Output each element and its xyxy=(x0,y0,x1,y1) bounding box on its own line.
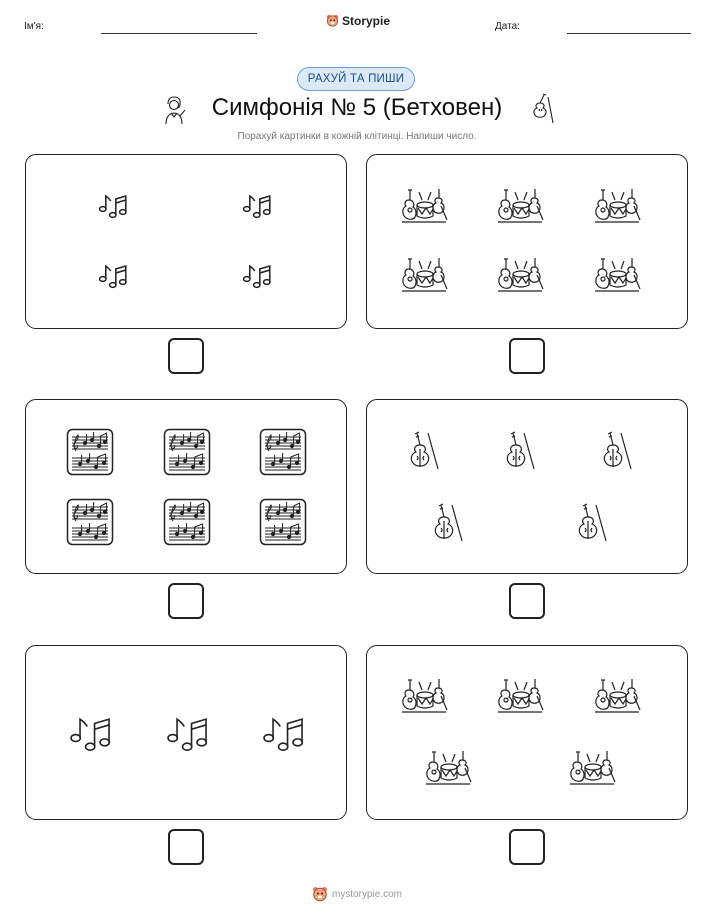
violin-title-icon xyxy=(528,93,556,127)
date-line[interactable] xyxy=(567,33,691,34)
footer xyxy=(0,886,714,903)
orchestra-instruments-icon xyxy=(593,676,641,716)
violin-icon xyxy=(431,501,465,545)
exercise-card-1 xyxy=(25,154,347,329)
music-notes-icon xyxy=(240,259,274,291)
date-label: Дата: xyxy=(495,21,520,32)
footer-url: mystorypie.com xyxy=(331,889,402,900)
music-notes-icon xyxy=(260,709,306,755)
exercise-card-4 xyxy=(366,399,688,574)
orchestra-instruments-icon xyxy=(593,255,641,295)
sheet-music-icon xyxy=(163,498,211,546)
bear-logo-icon xyxy=(326,14,339,28)
bear-footer-icon xyxy=(312,886,328,903)
answer-box-5[interactable] xyxy=(168,829,204,865)
composer-icon xyxy=(158,94,190,126)
orchestra-instruments-icon xyxy=(400,255,448,295)
sheet-music-icon xyxy=(66,428,114,476)
page-title: Симфонія № 5 (Бетховен) xyxy=(211,94,503,121)
exercise-card-2 xyxy=(366,154,688,329)
violin-icon xyxy=(503,429,537,473)
brand xyxy=(326,14,390,28)
orchestra-instruments-icon xyxy=(424,748,472,788)
orchestra-instruments-icon xyxy=(496,186,544,226)
sheet-music-icon xyxy=(66,498,114,546)
violin-icon xyxy=(407,429,441,473)
orchestra-instruments-icon xyxy=(568,748,616,788)
violin-icon xyxy=(600,429,634,473)
brand-name: Storypie xyxy=(342,14,391,28)
orchestra-instruments-icon xyxy=(593,186,641,226)
orchestra-instruments-icon xyxy=(496,255,544,295)
sheet-music-icon xyxy=(259,428,307,476)
exercise-card-3 xyxy=(25,399,347,574)
music-notes-icon xyxy=(67,709,113,755)
answer-box-1[interactable] xyxy=(168,338,204,374)
answer-box-4[interactable] xyxy=(509,583,545,619)
orchestra-instruments-icon xyxy=(400,676,448,716)
activity-badge: РАХУЙ ТА ПИШИ xyxy=(297,67,415,91)
music-notes-icon xyxy=(164,709,210,755)
answer-box-2[interactable] xyxy=(509,338,545,374)
music-notes-icon xyxy=(240,189,274,221)
music-notes-icon xyxy=(96,189,130,221)
violin-icon xyxy=(575,501,609,545)
name-line[interactable] xyxy=(101,33,257,34)
answer-box-6[interactable] xyxy=(509,829,545,865)
instructions: Порахуй картинки в кожній клітинці. Напиши число. xyxy=(237,131,477,142)
exercise-card-6 xyxy=(366,645,688,820)
orchestra-instruments-icon xyxy=(400,186,448,226)
sheet-music-icon xyxy=(259,498,307,546)
answer-box-3[interactable] xyxy=(168,583,204,619)
name-label: Ім'я: xyxy=(24,21,44,32)
music-notes-icon xyxy=(96,259,130,291)
sheet-music-icon xyxy=(163,428,211,476)
orchestra-instruments-icon xyxy=(496,676,544,716)
